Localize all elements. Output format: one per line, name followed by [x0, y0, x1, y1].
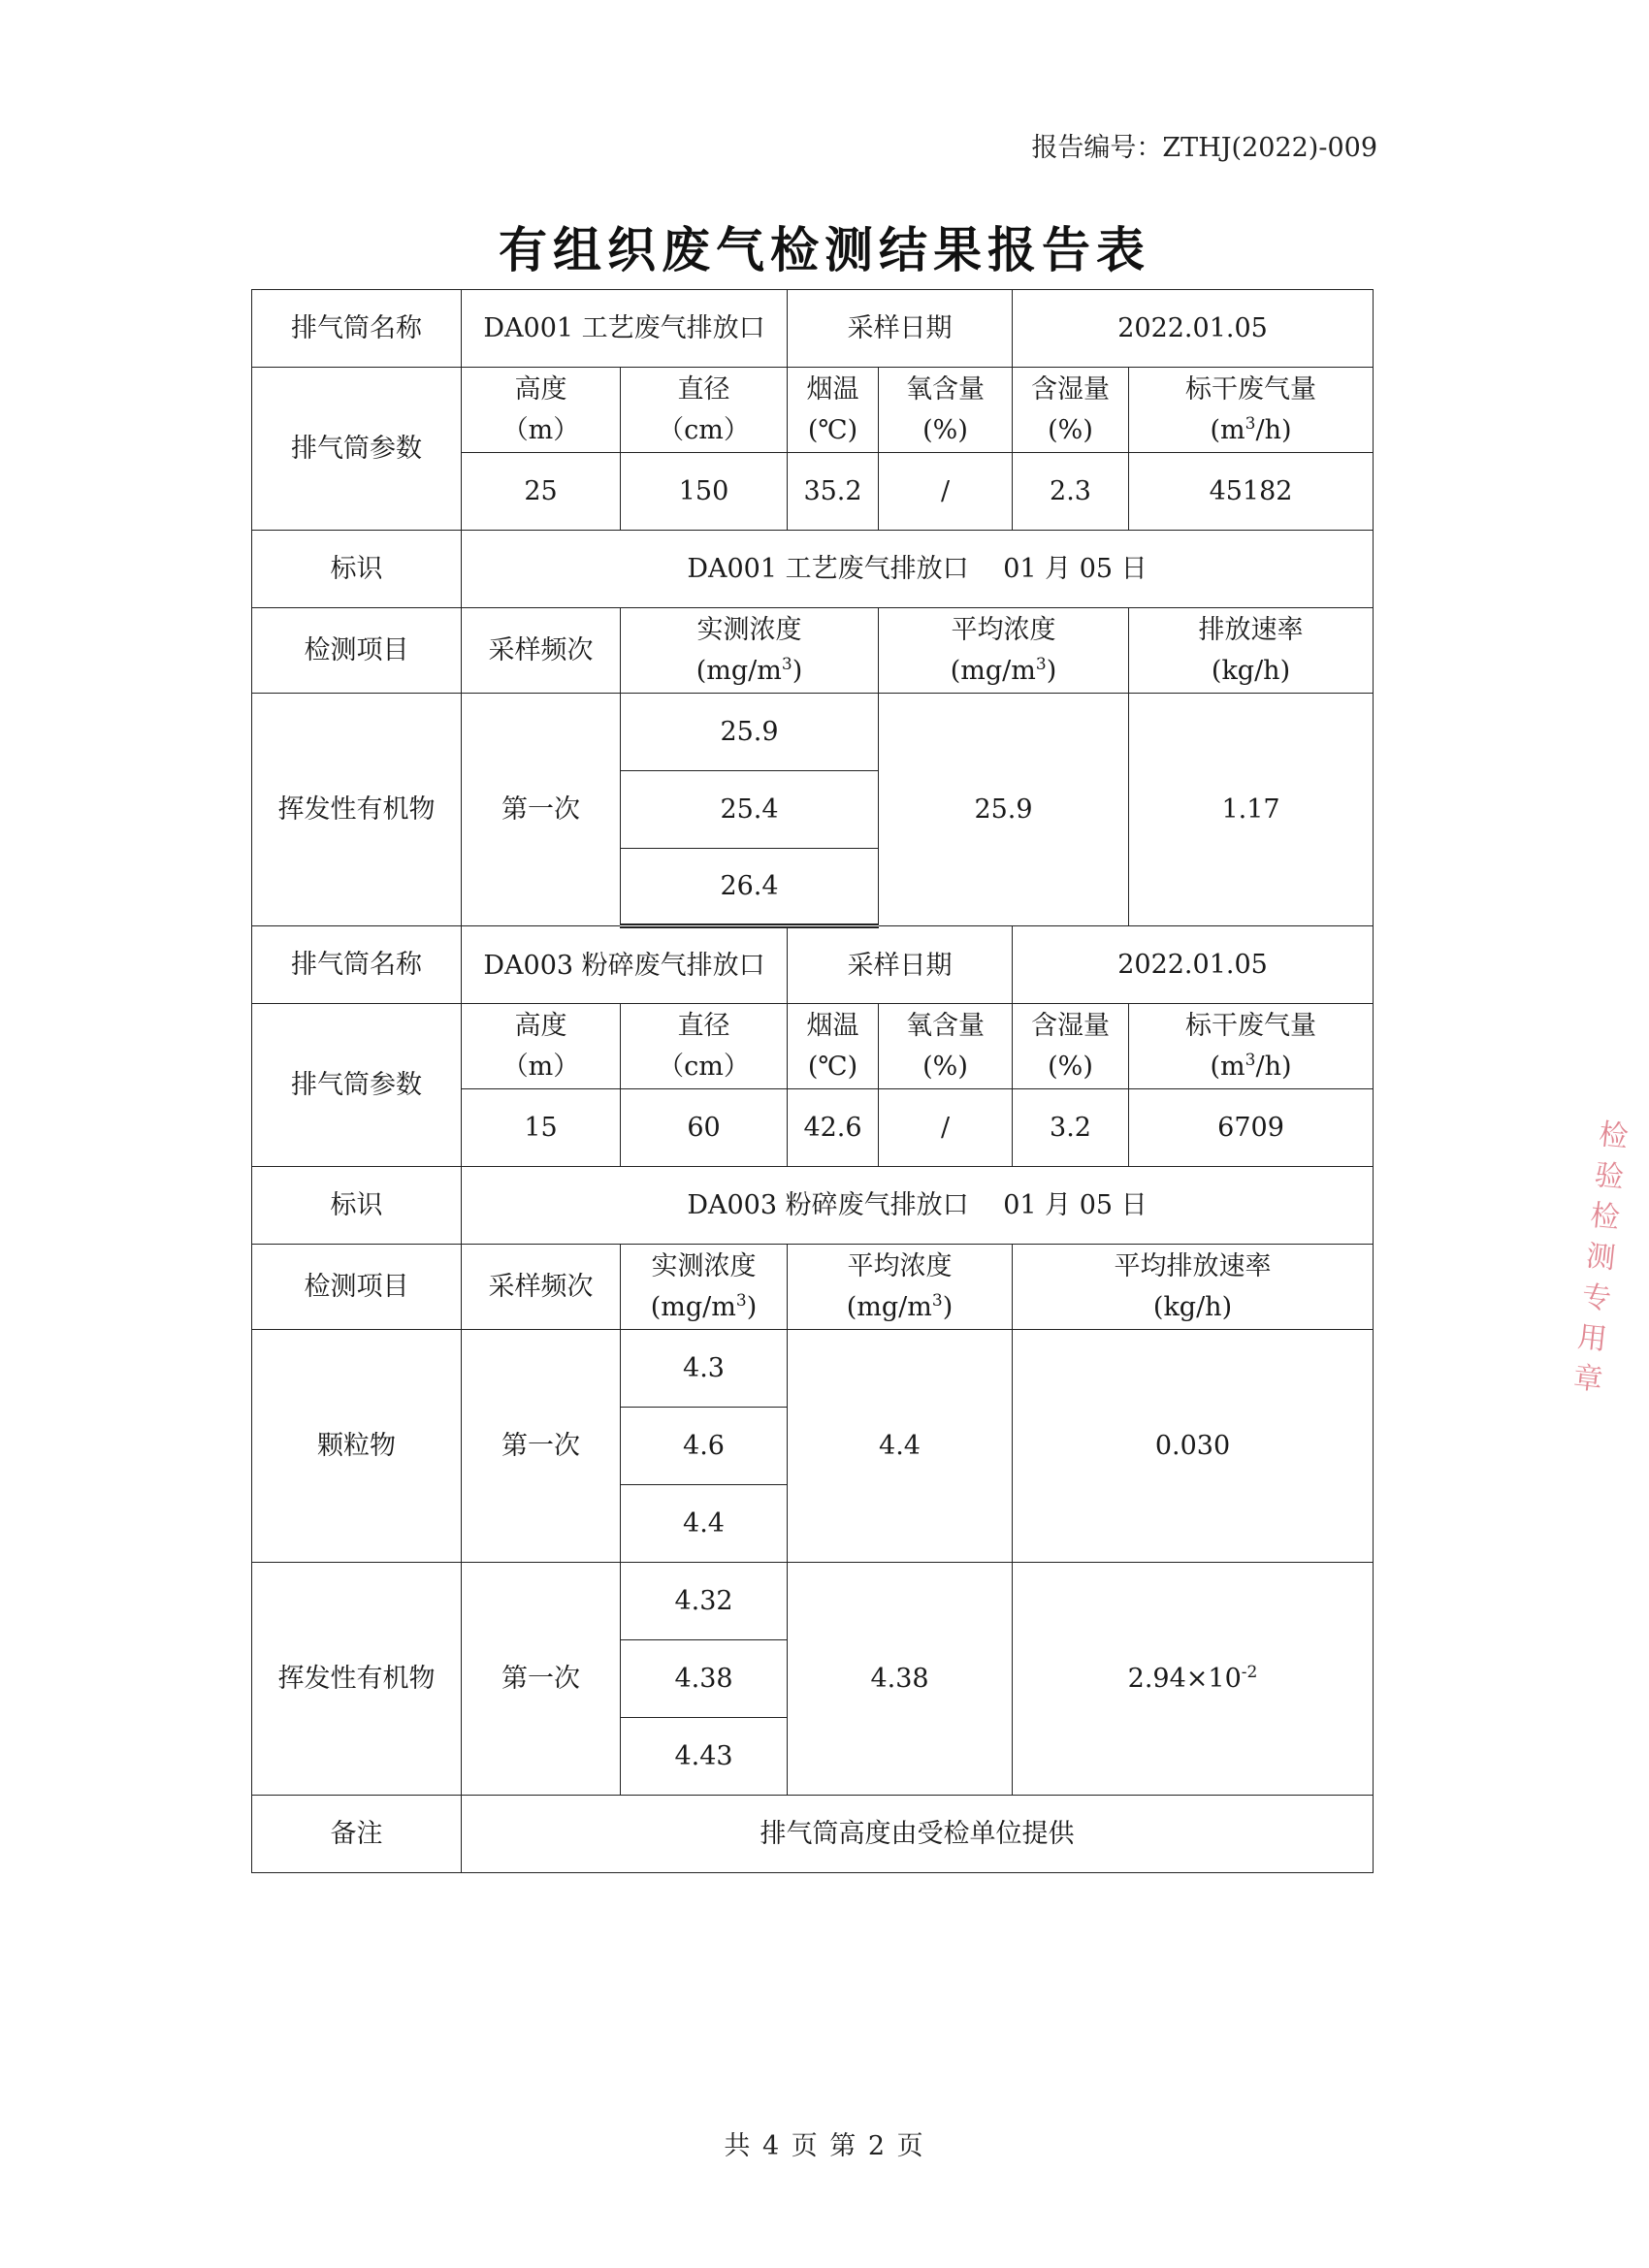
stack2-diameter: 60 [621, 1089, 788, 1167]
seal-text: 检验检测专用章 [1571, 1118, 1631, 1398]
stack1-param-header-row [252, 368, 1374, 453]
stack2-item2-frequency: 第一次 [462, 1563, 621, 1796]
stack1-name: DA001 工艺废气排放口 [462, 290, 788, 368]
results-table [251, 289, 1374, 1873]
stack1-average: 25.9 [879, 694, 1129, 926]
marker-label: 标识 [252, 1167, 462, 1245]
remarks-value: 排气筒高度由受检单位提供 [462, 1796, 1374, 1873]
oxygen-header: 氧含量 (%) [879, 368, 1013, 453]
stack2-item1-measured-2: 4.6 [621, 1408, 788, 1485]
page-title: 有组织废气检测结果报告表 [499, 221, 1150, 278]
avg-conc-header: 平均浓度 $(mg/m^3)$ [879, 608, 1129, 694]
measured-conc-header: 实测浓度 $(mg/m^3)$ [621, 608, 879, 694]
stack1-diameter: 150 [621, 453, 788, 531]
stack2-item1-name: 颗粒物 [252, 1330, 462, 1563]
stack2-item1-measured-3: 4.4 [621, 1485, 788, 1563]
stack2-moisture: 3.2 [1013, 1089, 1129, 1167]
stack-name-label: 排气筒名称 [252, 290, 462, 368]
temp-header: 烟温 (℃) [788, 1004, 879, 1089]
stack1-measured-3: 26.4 [621, 849, 879, 926]
stack1-measured-2: 25.4 [621, 771, 879, 849]
remarks-row [252, 1796, 1374, 1873]
report-number: 报告编号：ZTHJ(2022)-009 [1031, 133, 1377, 163]
remarks-label: 备注 [252, 1796, 462, 1873]
avg-conc-header: 平均浓度 $(mg/m^3)$ [788, 1245, 1013, 1330]
stack2-param-header-row [252, 1004, 1374, 1089]
stack2-item-row [252, 1330, 1374, 1408]
stack1-measured-1: 25.9 [621, 694, 879, 771]
stack1-height: 25 [462, 453, 621, 531]
diameter-header: 直径 （cm） [621, 1004, 788, 1089]
diameter-header: 直径 （cm） [621, 368, 788, 453]
stack2-item2-name: 挥发性有机物 [252, 1563, 462, 1796]
stack2-name: DA003 粉碎废气排放口 [462, 926, 788, 1004]
page-footer: 共 4 页 第 2 页 [724, 2131, 925, 2161]
stack1-marker-row [252, 531, 1374, 608]
stack2-item2-rate: $2.94\times 10^{-2}$ [1013, 1563, 1374, 1796]
sampling-date-label: 采样日期 [788, 926, 1013, 1004]
stack-name-label: 排气筒名称 [252, 926, 462, 1004]
stack-params-label: 排气筒参数 [252, 1004, 462, 1167]
stack1-date: 2022.01.05 [1013, 290, 1374, 368]
stack2-item1-average: 4.4 [788, 1330, 1013, 1563]
stack1-moisture: 2.3 [1013, 453, 1129, 531]
official-seal [1568, 1114, 1637, 1398]
sampling-date-label: 采样日期 [788, 290, 1013, 368]
stack2-marker-row [252, 1167, 1374, 1245]
emission-rate-header: 排放速率 (kg/h) [1129, 608, 1374, 694]
stack2-name-row [252, 926, 1374, 1004]
stack2-item2-measured-3: 4.43 [621, 1718, 788, 1796]
stack2-date: 2022.01.05 [1013, 926, 1374, 1004]
stack1-dry-flow: 45182 [1129, 453, 1374, 531]
stack2-temp: 42.6 [788, 1089, 879, 1167]
stack1-marker: DA001 工艺废气排放口 01 月 05 日 [462, 531, 1374, 608]
dry-flow-header: 标干废气量 $(m^3/h)$ [1129, 1004, 1374, 1089]
stack2-item2-measured-2: 4.38 [621, 1640, 788, 1718]
height-header: 高度 （m） [462, 368, 621, 453]
stack2-dry-flow: 6709 [1129, 1089, 1374, 1167]
item-header: 检测项目 [252, 1245, 462, 1330]
stack2-item1-frequency: 第一次 [462, 1330, 621, 1563]
measured-conc-header: 实测浓度 $(mg/m^3)$ [621, 1245, 788, 1330]
stack1-item-row [252, 694, 1374, 771]
avg-emission-rate-header: 平均排放速率 (kg/h) [1013, 1245, 1374, 1330]
moisture-header: 含湿量 (%) [1013, 368, 1129, 453]
stack2-item1-rate: 0.030 [1013, 1330, 1374, 1563]
stack1-item-frequency: 第一次 [462, 694, 621, 926]
stack2-item-header-row [252, 1245, 1374, 1330]
oxygen-header: 氧含量 (%) [879, 1004, 1013, 1089]
stack-params-label: 排气筒参数 [252, 368, 462, 531]
stack1-rate: 1.17 [1129, 694, 1374, 926]
marker-label: 标识 [252, 531, 462, 608]
frequency-header: 采样频次 [462, 608, 621, 694]
stack1-oxygen: / [879, 453, 1013, 531]
dry-flow-header: 标干废气量 $(m^3/h)$ [1129, 368, 1374, 453]
moisture-header: 含湿量 (%) [1013, 1004, 1129, 1089]
frequency-header: 采样频次 [462, 1245, 621, 1330]
stack1-temp: 35.2 [788, 453, 879, 531]
stack2-item-row [252, 1563, 1374, 1640]
stack2-oxygen: / [879, 1089, 1013, 1167]
height-header: 高度 （m） [462, 1004, 621, 1089]
stack2-item1-measured-1: 4.3 [621, 1330, 788, 1408]
temp-header: 烟温 (℃) [788, 368, 879, 453]
stack2-height: 15 [462, 1089, 621, 1167]
stack2-item2-average: 4.38 [788, 1563, 1013, 1796]
item-header: 检测项目 [252, 608, 462, 694]
stack1-item-name: 挥发性有机物 [252, 694, 462, 926]
stack1-item-header-row [252, 608, 1374, 694]
stack1-name-row [252, 290, 1374, 368]
stack2-marker: DA003 粉碎废气排放口 01 月 05 日 [462, 1167, 1374, 1245]
stack2-item2-measured-1: 4.32 [621, 1563, 788, 1640]
